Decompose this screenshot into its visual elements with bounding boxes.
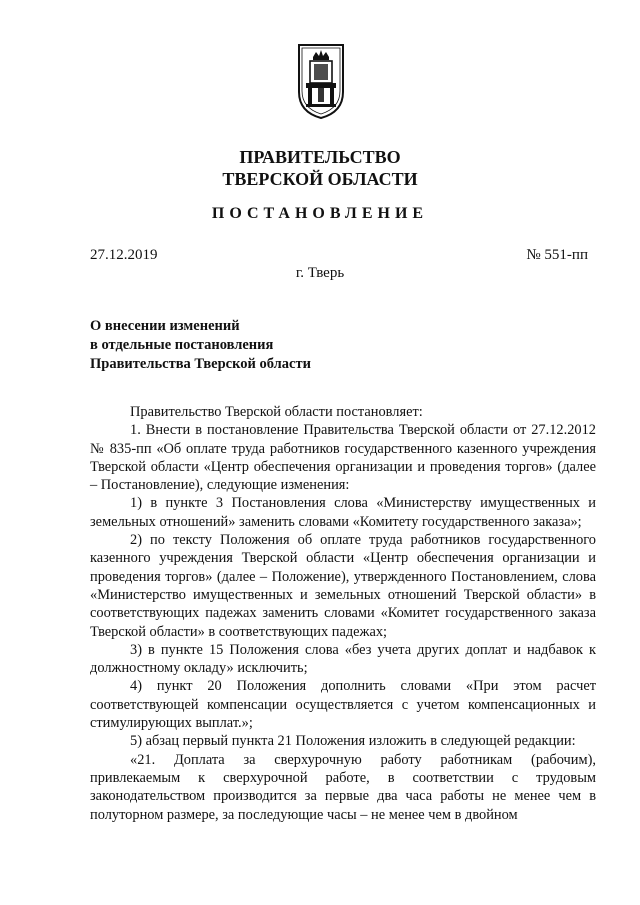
body-paragraph-subitem-3: 3) в пункте 15 Положения слова «без учета других доплат и надбавок к должностному окладу» исключить; — [90, 641, 596, 677]
body-paragraph-item-1: 1. Внести в постановление Правительства Тверской области от 27.12.2012 № 835-пп «Об оплате труда работников государственного казенного учреждения Тверской области «Центр обеспечения организации и проведения торгов» (далее – Постановление), следующие изменения: — [90, 422, 596, 494]
subject-line: О внесении изменений — [90, 318, 240, 334]
document-number: № 551-пп — [526, 247, 588, 263]
body-paragraph-quote-21: «21. Доплата за сверхурочную работу работникам (рабочим), привлекаемым к сверхурочной работе, в соответствии с трудовым законодательством производится за первые два часа работы не менее чем в полуторном размере, за последующие часы – не менее чем в двойном — [90, 751, 596, 823]
body-paragraph-subitem-5: 5) абзац первый пункта 21 Положения изложить в следующей редакции: — [130, 733, 576, 750]
body-paragraph-intro: Правительство Тверской области постановляет: — [130, 404, 423, 420]
document-date: 27.12.2019 — [90, 247, 158, 263]
document-subject — [90, 317, 311, 374]
body-paragraph-subitem-2: 2) по тексту Положения об оплате труда работников государственного казенного учреждения Тверской области «Центр обеспечения организации и проведения торгов» (далее – Положение), утвержденного Постановлением, слова «Министерство имущественных и земельных отношений Тверской области» в соответствующих падежах заменить словами «Комитет государственного заказа Тверской области» в соответствующих падежах; — [90, 532, 596, 640]
organization-name-line1: ПРАВИТЕЛЬСТВО — [239, 147, 401, 167]
organization-name-line2: ТВЕРСКОЙ ОБЛАСТИ — [222, 169, 418, 189]
document-city: г. Тверь — [295, 265, 345, 281]
subject-line: в отдельные постановления — [90, 337, 274, 353]
subject-line: Правительства Тверской области — [90, 356, 311, 372]
coat-of-arms-emblem — [296, 42, 346, 120]
document-type-heading: ПОСТАНОВЛЕНИЕ — [211, 205, 429, 222]
body-paragraph-subitem-4: 4) пункт 20 Положения дополнить словами «При этом расчет соответствующей компенсации осуществляется с учетом компенсационных и стимулирующих выплат.»; — [90, 678, 596, 732]
body-paragraph-subitem-1: 1) в пункте 3 Постановления слова «Министерству имущественных и земельных отношений» заменить словами «Комитету государственного заказа»; — [90, 495, 596, 530]
document-body — [90, 403, 596, 824]
